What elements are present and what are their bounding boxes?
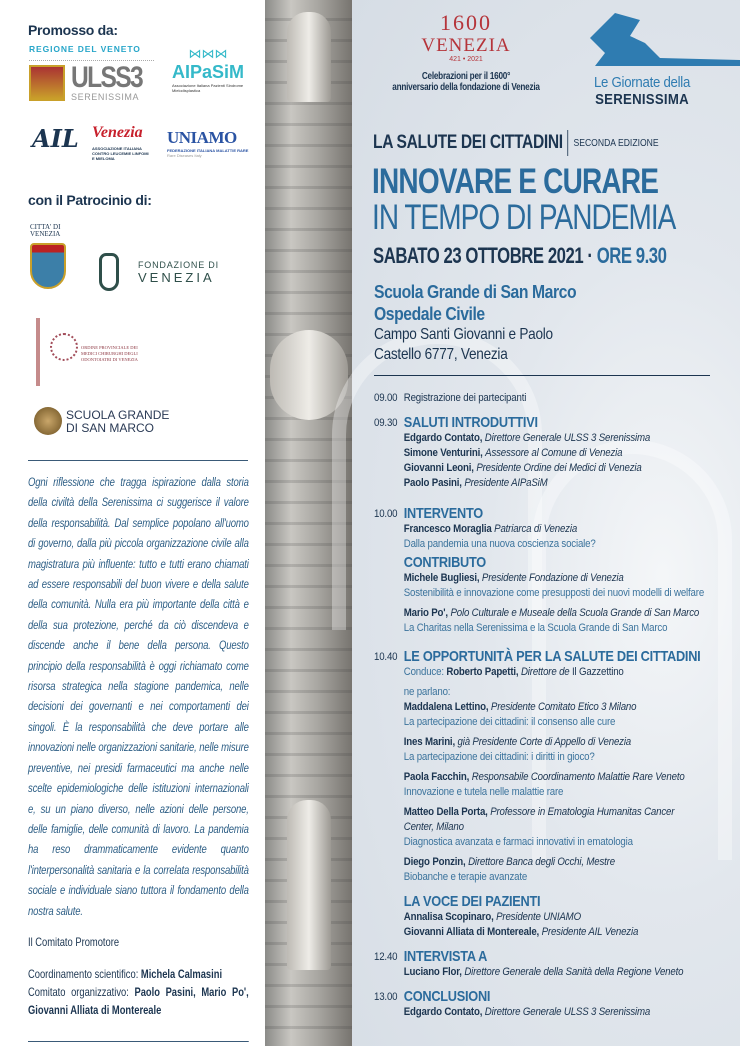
scuola-logo [66,409,169,435]
program [374,391,736,1028]
divider [28,460,248,461]
speaker [404,476,736,491]
header-divider [374,375,710,376]
speaker-name: Ines Marini, [403,736,455,748]
caduceus-icon [36,318,40,386]
moderator-name: Roberto Papetti, [446,666,519,678]
talk-topic: Diagnostica avanzata e farmaci innovativi in ematologia [403,836,633,848]
scuola-text2: DI SAN MARCO [66,421,155,435]
speaker [404,446,736,461]
speaker-role: Presidente Fondazione di Venezia [481,572,624,584]
winged-lion-logo-icon [585,8,740,68]
speaker-role: Patriarca di Venezia [494,523,578,535]
event-date [373,243,666,269]
promoted-by-label: Promosso da: [28,22,118,38]
program-item-registration [374,391,736,406]
region-text: REGIONE DEL VENETO [29,44,141,54]
speaker-role: Presidente AIL Venezia [541,926,639,938]
time: 12.40 [374,951,398,963]
section-title: CONCLUSIONI [403,988,491,1005]
program-item-intervento [374,505,736,636]
program-item-saluti [374,414,736,491]
ail-logo [32,124,150,164]
venue-line2: Ospedale Civile [374,303,485,324]
speaker-name: Giovanni Leoni, [403,462,474,474]
speaker-name: Giovanni Alliata di Montereale, [403,926,540,938]
citta-venezia-logo [30,224,70,289]
series-title: LA SALUTE DEI CITTADINI [373,132,563,153]
caption-line1: Celebrazioni per il 1600° [421,71,511,82]
speaker-role: già Presidente Corte di Appello di Venezia [457,736,632,748]
moderator-paper: Il Gazzettino [572,666,624,678]
venue [374,281,576,365]
signature: Il Comitato Promotore [28,934,120,949]
speaker-name: Annalisa Scopinaro, [403,911,494,923]
speaker-name: Edgardo Contato, [403,432,483,444]
time: 10.40 [374,651,398,663]
time: 10.00 [374,508,398,520]
speaker-name: Diego Ponzin, [403,856,466,868]
aipasim-sub: Associazione Italiana Pazienti Sindrome Mielodisplastica [172,83,244,93]
citta-text: CITTA' DI VENEZIA [30,223,61,238]
section-title: CONTRIBUTO [403,554,486,571]
org-label: Comitato organizzativo: [28,984,129,999]
section-title: SALUTI INTRODUTTIVI [403,414,538,431]
talk-topic: La partecipazione dei cittadini: il consenso alle cure [403,716,616,728]
talk-topic: La Charitas nella Serenissima e la Scuola Grande di San Marco [403,622,668,634]
separator [568,130,569,156]
speaker-role: Presidente AIPaSiM [464,477,548,489]
series-header [373,130,659,156]
ail-text: AIL [32,124,79,153]
ordine-text: ORDINE PROVINCIALE DEI MEDICI CHIRURGHI DEGLI ODONTOIATRI DI VENEZIA [81,345,138,362]
giornate-logo [577,74,707,108]
speaker-name: Mario Po', [403,607,448,619]
aipasim-logo [172,46,244,93]
main-title-line2: IN TEMPO DI PANDEMIA [372,198,676,237]
section-title: INTERVENTO [403,505,483,522]
speaker-role: Assessore al Comune di Venezia [485,447,623,459]
giornate-line1: Le Giornate della [593,74,691,91]
item-text: Registrazione dei partecipanti [403,392,527,404]
uniamo-logo [167,128,253,158]
talk-topic: Biobanche e terapie avanzate [403,871,528,883]
coord-label: Coordinamento scientifico: [28,966,139,981]
moderator-role: Direttore de [520,666,570,678]
uniamo-text: UNIAMO [167,128,237,147]
speaker-name: Paolo Pasini, [403,477,462,489]
section-title: LE OPPORTUNITÀ PER LA SALUTE DEI CITTADINI [403,648,701,665]
ordine-seal-icon [50,333,78,361]
statue-top [287,12,331,102]
time: 13.00 [374,991,398,1003]
speaker-role: Direttore Generale ULSS 3 Serenissima [484,1006,651,1018]
speaker-name: Matteo Della Porta, [403,806,488,818]
uniamo-sub2: Rare Diseases Italy [167,153,202,158]
section-title: LA VOCE DEI PAZIENTI [403,893,541,910]
logo-1600 [366,10,566,93]
ulss3-logo [29,44,154,102]
speaker [404,461,736,476]
speaker-name: Francesco Moraglia [403,523,492,535]
time-text: ORE 9.30 [596,243,667,268]
speaker-role: Presidente UNIAMO [496,911,581,923]
committee [28,965,249,1019]
veneto-lion-icon [29,65,65,101]
address-line2: Castello 6777, Venezia [374,346,508,363]
org-names: Paolo Pasini, Mario Po', Giovanni Alliata di Montereale [28,984,249,1017]
ulss3-text: ULSS3 [71,61,143,94]
speaker-role: Presidente Comitato Etico 3 Milano [490,701,637,713]
logo-1600-city: VENEZIA [421,35,511,56]
panel-label: ne parlano: [403,686,451,698]
speaker-role: Presidente Ordine dei Medici di Venezia [476,462,642,474]
talk-topic: Dalla pandemia una nuova coscienza sociale? [403,538,596,550]
divider [28,1041,249,1042]
speaker-name: Maddalena Lettino, [403,701,489,713]
giornate-line2: SERENISSIMA [595,91,689,108]
left-panel [0,0,265,1046]
speaker-name: Michele Bugliesi, [403,572,480,584]
scuola-text: SCUOLA GRANDE [66,408,170,422]
section-title: INTERVISTA A [403,948,488,965]
fondazione-text2: VENEZIA [138,270,215,285]
statue-bottom [287,800,331,970]
coord-name: Michela Calmasini [140,966,223,981]
speaker-role: Polo Culturale e Museale della Scuola Grande di San Marco [450,607,700,619]
left-text-column [28,472,249,1042]
speaker-name: Simone Venturini, [403,447,483,459]
aipasim-text: AIPaSiM [172,62,245,82]
speaker-role: Direttore Banca degli Occhi, Mestre [468,856,615,868]
fondazione-logo [138,260,219,285]
time: 09.00 [374,392,398,404]
main-title-line1: INNOVARE E CURARE [372,162,659,201]
talk-topic: Innovazione e tutela nelle malattie rare [403,786,564,798]
program-item-intervista [374,948,736,980]
venezia-crest-icon [30,243,66,289]
serenissima-text: SERENISSIMA [71,92,140,102]
speaker-role: Direttore Generale ULSS 3 Serenissima [484,432,651,444]
address-line1: Campo Santi Giovanni e Paolo [374,326,553,343]
time: 09.30 [374,417,398,429]
dna-icon: ⋈⋈⋈ [188,46,228,61]
moderator-label: Conduce: [403,666,444,678]
date-text: SABATO 23 OTTOBRE 2021 · [373,243,593,268]
talk-topic: Sostenibilità e innovazione come presupposti dei nuovi modelli di welfare [403,587,705,599]
patronage-label: con il Patrocinio di: [28,192,152,208]
speaker-name: Paola Facchin, [403,771,470,783]
speaker [404,431,736,446]
venue-line1: Scuola Grande di San Marco [374,281,577,302]
speaker-name: Luciano Flor, [403,966,462,978]
logo-1600-num: 1600 [440,10,492,35]
scuola-seal-icon [34,407,62,435]
speaker-role: Responsabile Coordinamento Malattie Rare Veneto [471,771,685,783]
intro-paragraph: Ogni riflessione che tragga ispirazione dalla storia della civiltà della Serenissima ci suggerisce il valore della responsabilità. Dal semplice popolano all'uomo di governo, dalla più piccola organizzazione civile alla magistratura più influente: tutto e tutti erano chiamati ad essere responsabili del buon vivere e della salute della comunità. Nulla era più importante della città e della sua protezione, perché da ciò discendeva e discende anche il bene della persona. Questo principio della responsabilità è oggi richiamato come risorsa strategica nella stagione pandemica, nelle decisioni dei governanti e nei comportamenti dei singoli. È la responsabilità che deve portare alle innovazioni nelle organizzazioni sanitarie, nelle misure preventive, nei presidi farmaceutici ma anche nelle scelte epidemiologiche delle istituzioni internazionali e, su un piano diverso, nelle azioni delle persone, delle famiglie, delle comunità di lavoro. La pandemia ha reso drammaticamente evidente quanto l'interpersonalità sanitaria e la correlata responsabilità sociale e individuale siano tuttora il fondamento della nostra salute. [28,475,249,918]
speaker-name: Edgardo Contato, [403,1006,483,1018]
uniamo-sub: FEDERAZIONE ITALIANA MALATTIE RARE [167,148,249,153]
edition-label: SECONDA EDIZIONE [573,137,659,149]
caption-line2: anniversario della fondazione di Venezia [392,82,540,93]
program-item-opportunita [374,648,736,940]
logo-1600-years: 421 • 2021 [449,56,483,63]
speaker-role: Direttore Generale della Sanità della Regione Veneto [464,966,684,978]
fondazione-icon [99,253,119,291]
ail-city: Venezia [92,124,143,141]
program-item-conclusioni [374,988,736,1020]
speaker-role: Professore in Ematologia Humanitas Cancer Center, Milano [403,806,675,833]
ail-sub: ASSOCIAZIONE ITALIANA CONTRO LEUCEMIE LINFOMI E MIELOMA [92,146,149,161]
talk-topic: La partecipazione dei cittadini: i diritti in gioco? [403,751,595,763]
fondazione-text: FONDAZIONE DI [138,260,219,270]
